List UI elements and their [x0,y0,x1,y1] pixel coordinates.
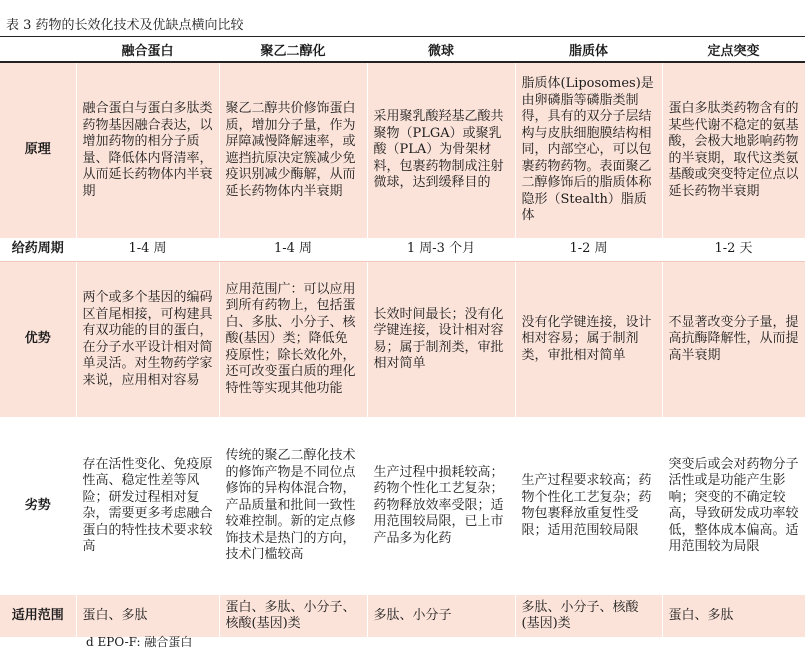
row-label-scope: 适用范围 [0,595,76,637]
header-site-mutation: 定点突变 [662,37,805,63]
header-row [0,37,805,63]
table-cell: 多肽、小分子 [367,595,515,637]
table-cell: 蛋白、多肽 [76,595,219,637]
table-row-dosing-period [0,238,805,262]
table-cell: 没有化学键连接，设计相对容易；属于制剂类，审批相对简单 [515,262,662,418]
row-label-principle: 原理 [0,62,76,238]
table-cell: 应用范围广：可以应用到所有药物上，包括蛋白、多肽、小分子、核酸(基因）类；降低免疫原性；除长效化外，还可改变蛋白质的理化特性等实现其他功能 [219,262,367,418]
table-caption: 表 3 药物的长效化技术及优缺点横向比较 [6,18,244,33]
header-fusion-protein: 融合蛋白 [76,37,219,63]
table-row-advantages [0,262,805,418]
table-cell: 生产过程中损耗较高；药物个性化工艺复杂；药物释放效率受限；适用范围较局限，已上市产品多为化药 [367,417,515,595]
table-cell: 生产过程要求较高；药物个性化工艺复杂；药物包裹释放重复性受限；适用范围较局限 [515,417,662,595]
header-liposome: 脂质体 [515,37,662,63]
table-cell: 长效时间最长；没有化学键连接，设计相对容易；属于制剂类，审批相对简单 [367,262,515,418]
row-label-dosing-period: 给药周期 [0,238,76,262]
header-microsphere: 微球 [367,37,515,63]
footnote: d EPO-F: 融合蛋白 [86,635,193,649]
table-cell: 1-4 周 [76,238,219,262]
table-cell: 聚乙二醇共价修饰蛋白质，增加分子量，作为屏障减慢降解速率，或遮挡抗原决定簇减少免疫识别减少酶解，从而延长药物体内半衰期 [219,62,367,238]
row-label-advantages: 优势 [0,262,76,418]
header-corner [0,37,76,63]
table-cell: 存在活性变化、免疫原性高、稳定性差等风险；研发过程相对复杂，需要更多考虑融合蛋白的特性技术要求较高 [76,417,219,595]
header-pegylation: 聚乙二醇化 [219,37,367,63]
table-cell: 融合蛋白与蛋白多肽类药物基因融合表达，以增加药物的相分子质量、降低体内肾清率，从而延长药物体内半衰期 [76,62,219,238]
table-cell: 突变后或会对药物分子活性或是功能产生影响；突变的不确定较高，导致研发成功率较低，整体成本偏高。适用范围较为局限 [662,417,805,595]
table-cell: 蛋白、多肽、小分子、核酸(基因)类 [219,595,367,637]
table-cell: 采用聚乳酸羟基乙酸共聚物（PLGA）或聚乳酸（PLA）为骨架材料，包裹药物制成注射微球，达到缓释目的 [367,62,515,238]
table-cell: 不显著改变分子量，提高抗酶降解性，从而提高半衰期 [662,262,805,418]
table-row-principle [0,62,805,238]
table-cell: 蛋白多肽类药物含有的某些代谢不稳定的氨基酸，会极大地影响药物的半衰期，取代这类氨基酸或突变特定位点以延长药物半衰期 [662,62,805,238]
table-cell: 脂质体(Liposomes)是由卵磷脂等磷脂类制得，具有的双分子层结构与皮肤细胞膜结构相同，内部空心，可以包裹药物药物。表面聚乙二醇修饰后的脂质体称隐形（Stealth）脂质体 [515,62,662,238]
table-cell: 1-4 周 [219,238,367,262]
row-label-disadvantages: 劣势 [0,417,76,595]
table-cell: 1-2 周 [515,238,662,262]
table-row-scope [0,595,805,637]
table-cell: 传统的聚乙二醇化技术的修饰产物是不同位点修饰的异构体混合物，产品质量和批间一致性较难控制。新的定点修饰技术是热门的方向，技术门槛较高 [219,417,367,595]
table-cell: 多肽、小分子、核酸(基因)类 [515,595,662,637]
table-row-disadvantages [0,417,805,595]
table-cell: 1 周-3 个月 [367,238,515,262]
table-cell: 两个或多个基因的编码区首尾相接，可构建具有双功能的目的蛋白，在分子水平设计相对简单灵活。对生物药学家来说，应用相对容易 [76,262,219,418]
table-cell: 1-2 天 [662,238,805,262]
comparison-table [0,36,805,637]
table-cell: 蛋白、多肽 [662,595,805,637]
